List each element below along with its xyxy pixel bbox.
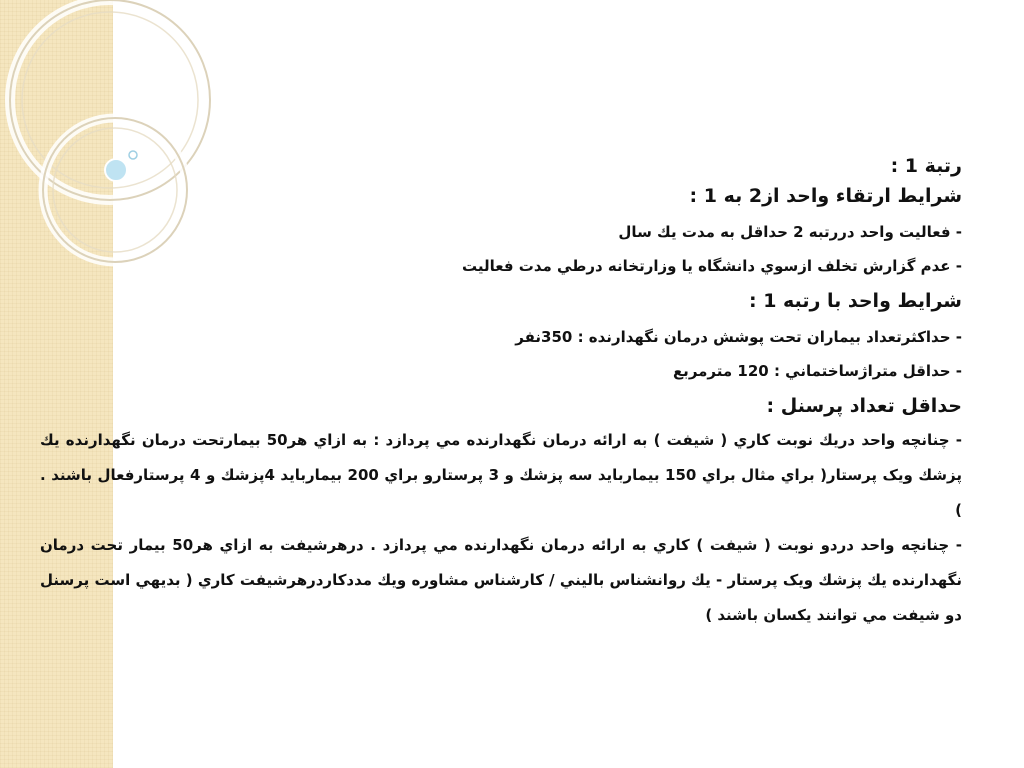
staff-minimum-heading: حداقل تعداد پرسنل : [766, 395, 962, 417]
upgrade-condition-item: - فعاليت واحد دررتبه 2 حداقل به مدت يك سال [618, 223, 962, 241]
upgrade-condition-item: - عدم گزارش تخلف ازسوي دانشگاه يا وزارتخانه درطي مدت فعاليت [462, 257, 962, 275]
rank1-condition-item: - حداقل متراژساختماني : 120 مترمربع [672, 362, 962, 380]
rank1-condition-item: - حداكثرتعداد بيماران تحت پوشش درمان نگهدارنده : 350نفر [515, 328, 962, 346]
staff-paragraph-single-shift: - چنانچه واحد دريك نوبت كاري ( شيفت ) به ارائه درمان نگهدارنده مي پردازد : به ازاي هر50 بيمارتحت درمان نگهدارنده يك پزشك ويک پرستار( براي مثال براي 150 بيماربايد سه پزشك و 3 پرستارو براي 200 بيماربايد 4پزشك و 4 پرستارفعال باشند . ) [40, 431, 963, 519]
slide-content [40, 150, 962, 633]
upgrade-conditions-heading: شرايط ارتقاء واحد از2 به 1 : [689, 185, 962, 207]
rank1-conditions-heading: شرايط واحد با رتبه 1 : [748, 290, 962, 312]
staff-paragraph-two-shifts: - چنانچه واحد دردو نوبت ( شيفت ) كاري به ارائه درمان نگهدارنده مي پردازد . درهرشيفت به ازاي هر50 بيمار تحت درمان نگهدارنده يك پزشك ويک پرستار - يك روانشناس باليني / كارشناس مشاوره ويك مددكاردرهرشيفت كاري ( بديهي است پرسنل دو شيفت مي توانند يكسان باشند ) [40, 536, 963, 624]
slide-title: رتبة 1 : [890, 155, 962, 177]
